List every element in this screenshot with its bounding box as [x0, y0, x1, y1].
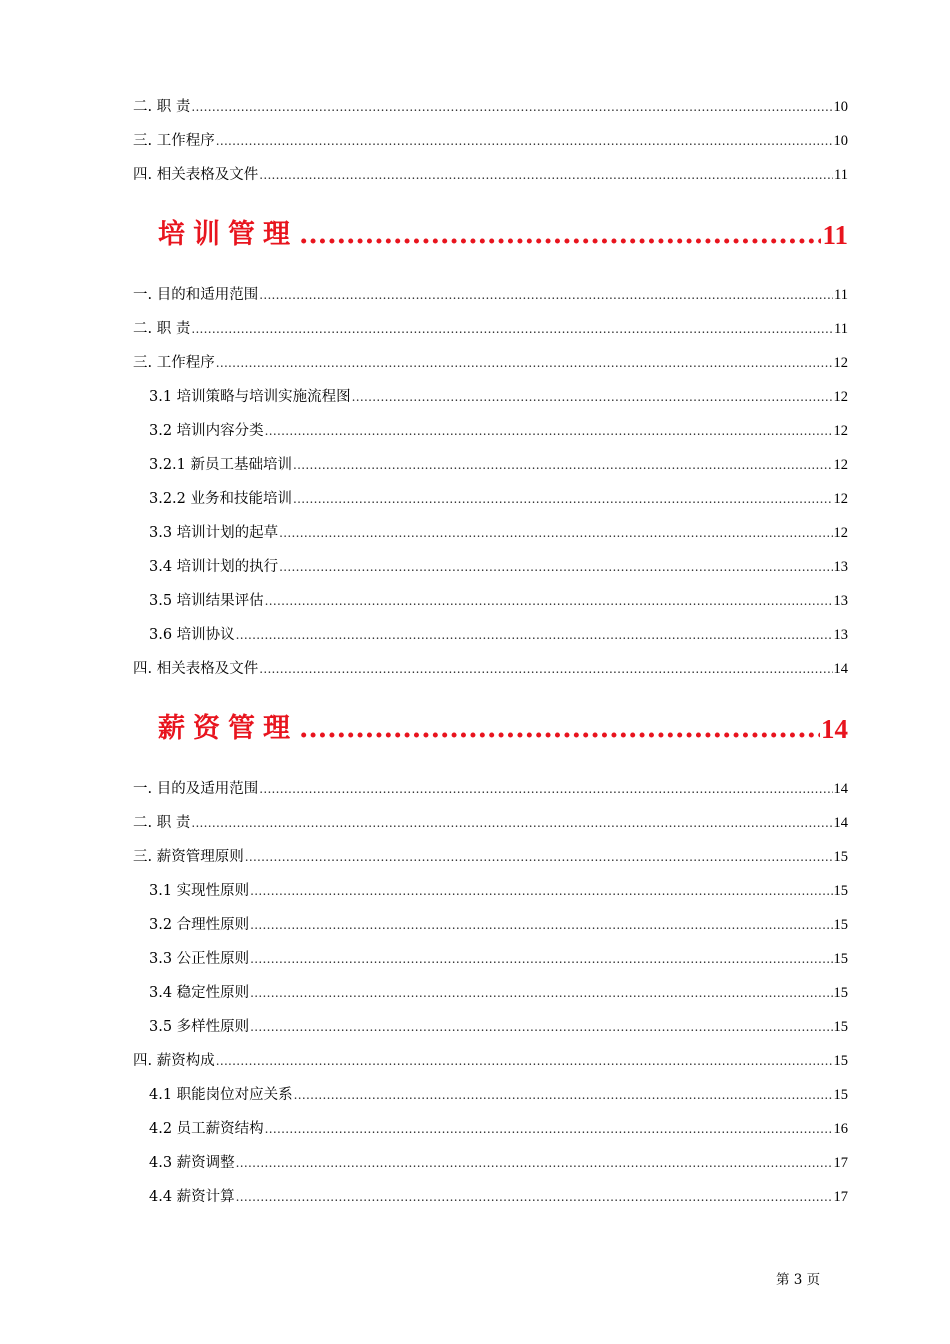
toc-dot-leader	[299, 219, 821, 251]
toc-entry-page: 11	[834, 167, 848, 183]
toc-dot-leader	[216, 1052, 833, 1070]
toc-entry-page: 14	[833, 815, 848, 831]
toc-entry-page: 16	[833, 1121, 848, 1137]
toc-entry[interactable]	[133, 128, 848, 150]
toc-entry[interactable]	[149, 1014, 848, 1036]
toc-entry-label: 培训管理	[158, 219, 298, 250]
toc-dot-leader	[265, 1120, 833, 1138]
toc-entry-label: 3.4 稳定性原则	[149, 985, 250, 1001]
toc-entry-page: 14	[821, 714, 848, 744]
toc-dot-leader	[191, 814, 832, 832]
toc-entry[interactable]	[149, 1150, 848, 1172]
toc-entry-page: 17	[833, 1155, 848, 1171]
toc-entry-page: 12	[833, 423, 848, 439]
toc-dot-leader	[216, 354, 833, 372]
toc-entry-page: 13	[833, 593, 848, 609]
toc-entry-page: 10	[833, 99, 848, 115]
toc-entry-page: 13	[833, 627, 848, 643]
toc-dot-leader	[259, 660, 832, 678]
toc-entry[interactable]	[149, 418, 848, 440]
toc-entry-label: 3.4 培训计划的执行	[149, 559, 279, 575]
page-number-footer: 第 3 页	[776, 1272, 821, 1288]
toc-dot-leader	[236, 626, 833, 644]
toc-entry-label: 3.6 培训协议	[149, 627, 235, 643]
toc-dot-leader	[259, 166, 833, 184]
toc-entry-label: 一. 目的和适用范围	[133, 287, 259, 303]
toc-entry[interactable]	[133, 656, 848, 678]
toc-entry[interactable]	[149, 1184, 848, 1206]
toc-entry-page: 14	[833, 781, 848, 797]
toc-entry[interactable]	[133, 94, 848, 116]
toc-dot-leader	[191, 98, 832, 116]
toc-entry-page: 12	[833, 457, 848, 473]
toc-entry-page: 14	[833, 661, 848, 677]
toc-entry-label: 3.2 合理性原则	[149, 917, 250, 933]
toc-entry-label: 三. 工作程序	[133, 355, 215, 371]
toc-dot-leader	[259, 286, 833, 304]
toc-dot-leader	[299, 713, 820, 745]
toc-entry-page: 15	[833, 951, 848, 967]
toc-entry-label: 3.2 培训内容分类	[149, 423, 264, 439]
toc-entry-label: 二. 职 责	[133, 321, 191, 337]
toc-entry-label: 3.2.2 业务和技能培训	[149, 491, 293, 507]
toc-entry[interactable]	[149, 1082, 848, 1104]
toc-entry-label: 4.2 员工薪资结构	[149, 1121, 264, 1137]
toc-entry-label: 四. 相关表格及文件	[133, 167, 259, 183]
toc-entry-label: 4.1 职能岗位对应关系	[149, 1087, 293, 1103]
toc-entry[interactable]	[133, 316, 848, 338]
toc-dot-leader	[250, 1018, 832, 1036]
toc-entry-label: 4.3 薪资调整	[149, 1155, 235, 1171]
toc-entry-page: 12	[833, 491, 848, 507]
toc-entry[interactable]	[133, 162, 848, 184]
toc-dot-leader	[352, 388, 833, 406]
toc-entry-page: 11	[822, 220, 848, 250]
toc-entry-page: 12	[833, 355, 848, 371]
toc-entry[interactable]	[149, 980, 848, 1002]
toc-entry-page: 12	[833, 389, 848, 405]
toc-entry-page: 15	[833, 883, 848, 899]
toc-dot-leader	[245, 848, 833, 866]
toc-entry-page: 15	[833, 1053, 848, 1069]
toc-entry-page: 11	[834, 321, 848, 337]
toc-entry-label: 4.4 薪资计算	[149, 1189, 235, 1205]
toc-dot-leader	[279, 524, 832, 542]
toc-entry-label: 3.1 培训策略与培训实施流程图	[149, 389, 351, 405]
toc-dot-leader	[265, 422, 833, 440]
toc-entry-page: 13	[833, 559, 848, 575]
toc-entry-label: 一. 目的及适用范围	[133, 781, 259, 797]
toc-dot-leader	[294, 1086, 833, 1104]
toc-dot-leader	[250, 882, 832, 900]
toc-entry[interactable]	[149, 384, 848, 406]
toc-entry-label: 3.5 多样性原则	[149, 1019, 250, 1035]
toc-entry-page: 17	[833, 1189, 848, 1205]
toc-entry[interactable]	[149, 1116, 848, 1138]
toc-dot-leader	[236, 1154, 833, 1172]
toc-entry[interactable]	[149, 452, 848, 474]
toc-entry-page: 11	[834, 287, 848, 303]
toc-entry-page: 10	[833, 133, 848, 149]
toc-entry[interactable]	[133, 810, 848, 832]
toc-entry[interactable]	[149, 946, 848, 968]
toc-entry-page: 12	[833, 525, 848, 541]
toc-entry-label: 3.3 培训计划的起草	[149, 525, 279, 541]
toc-dot-leader	[293, 490, 832, 508]
toc-entry[interactable]	[149, 520, 848, 542]
toc-entry-label: 3.5 培训结果评估	[149, 593, 264, 609]
toc-dot-leader	[250, 984, 832, 1002]
toc-entry[interactable]	[149, 588, 848, 610]
toc-entry-label: 二. 职 责	[133, 99, 191, 115]
toc-entry-label: 二. 职 责	[133, 815, 191, 831]
toc-chapter-heading[interactable]	[158, 211, 848, 251]
toc-entry-label: 四. 相关表格及文件	[133, 661, 259, 677]
toc-entry-page: 15	[833, 1019, 848, 1035]
toc-dot-leader	[216, 132, 833, 150]
toc-entry-page: 15	[833, 1087, 848, 1103]
toc-entry-label: 3.3 公正性原则	[149, 951, 250, 967]
toc-entry[interactable]	[133, 350, 848, 372]
toc-entry-page: 15	[833, 985, 848, 1001]
toc-entry[interactable]	[149, 912, 848, 934]
toc-entry[interactable]	[149, 486, 848, 508]
toc-dot-leader	[279, 558, 832, 576]
toc-dot-leader	[191, 320, 833, 338]
toc-dot-leader	[293, 456, 832, 474]
toc-entry-label: 薪资管理	[158, 713, 298, 744]
toc-dot-leader	[265, 592, 833, 610]
toc-entry[interactable]	[133, 776, 848, 798]
toc-entry-label: 3.2.1 新员工基础培训	[149, 457, 293, 473]
toc-entry[interactable]	[133, 844, 848, 866]
toc-chapter-heading[interactable]	[158, 705, 848, 745]
toc-dot-leader	[236, 1188, 833, 1206]
toc-entry-page: 15	[833, 917, 848, 933]
toc-entry-label: 3.1 实现性原则	[149, 883, 250, 899]
toc-dot-leader	[259, 780, 832, 798]
toc-entry-label: 三. 工作程序	[133, 133, 215, 149]
toc-entry-page: 15	[833, 849, 848, 865]
toc-entry-label: 三. 薪资管理原则	[133, 849, 244, 865]
toc-entry[interactable]	[149, 554, 848, 576]
toc-dot-leader	[250, 916, 832, 934]
toc-entry-label: 四. 薪资构成	[133, 1053, 215, 1069]
toc-dot-leader	[250, 950, 832, 968]
toc-entry[interactable]	[133, 282, 848, 304]
toc-entry[interactable]	[149, 878, 848, 900]
toc-entry[interactable]	[149, 622, 848, 644]
toc-entry[interactable]	[133, 1048, 848, 1070]
